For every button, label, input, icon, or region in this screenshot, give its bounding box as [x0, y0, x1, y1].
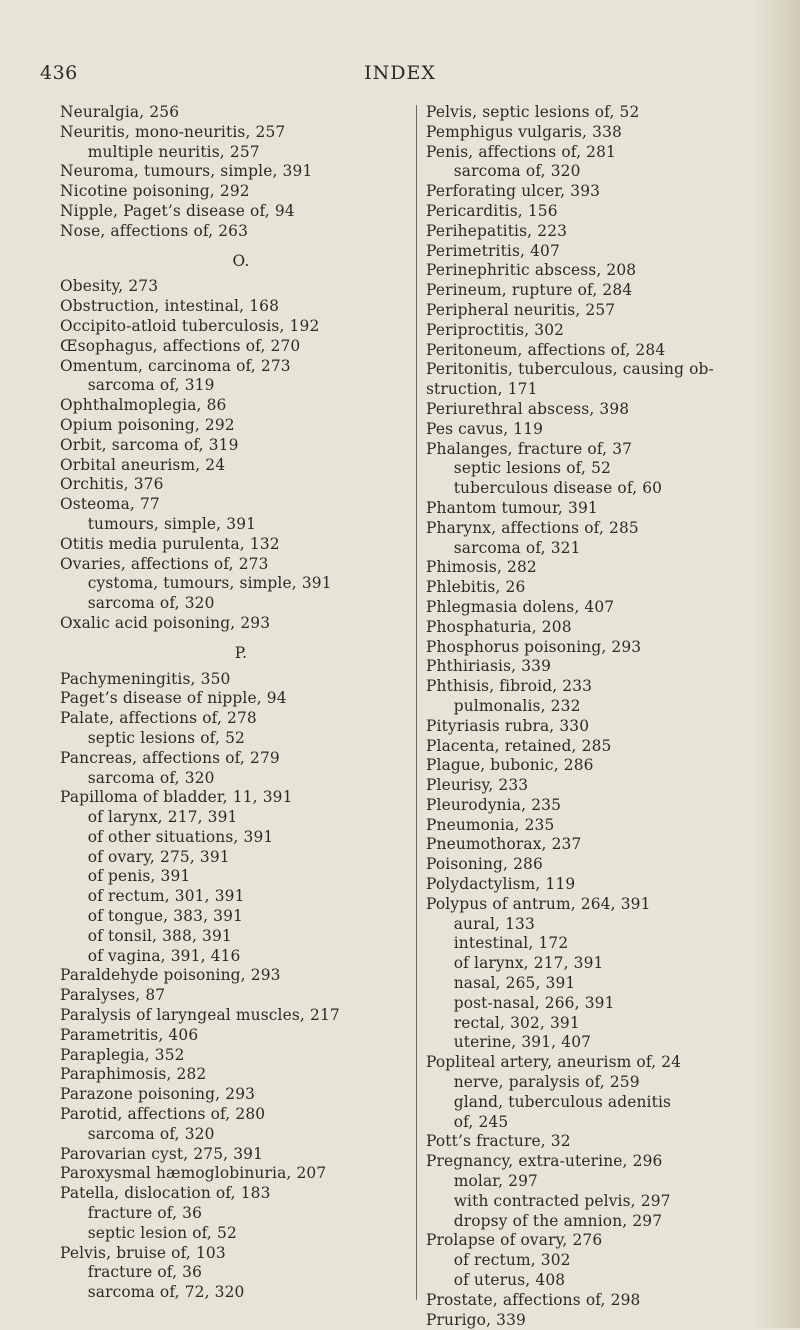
index-subentry: fracture of, 36	[87, 1204, 203, 1223]
index-entry: Orchitis, 376	[60, 475, 164, 494]
page-header	[0, 62, 800, 92]
index-entry: Paget’s disease of nipple, 94	[60, 689, 287, 708]
index-entry: Peripheral neuritis, 257	[426, 300, 616, 319]
index-entry: Phosphorus poisoning, 293	[426, 637, 642, 656]
index-entry: Paraldehyde poisoning, 293	[60, 966, 281, 985]
index-entry: Otitis media purulenta, 132	[60, 534, 280, 553]
index-entry: Pemphigus vulgaris, 338	[426, 122, 622, 141]
index-entry: Neuritis, mono-neuritis, 257	[60, 122, 286, 141]
index-subentry: molar, 297	[453, 1172, 539, 1191]
index-entry: Periproctitis, 302	[426, 320, 565, 339]
index-subentry: of rectum, 301, 391	[87, 887, 245, 906]
index-entry: Pelvis, bruise of, 103	[60, 1243, 226, 1262]
index-subentry: with contracted pelvis, 297	[453, 1191, 671, 1210]
index-entry: Neuroma, tumours, simple, 391	[60, 162, 313, 181]
index-entry: Phlegmasia dolens, 407	[426, 597, 615, 616]
index-entry: Obesity, 273	[60, 277, 159, 296]
index-subentry: of tonsil, 388, 391	[87, 926, 232, 945]
index-subentry: of rectum, 302	[453, 1251, 571, 1270]
index-subentry: tumours, simple, 391	[87, 514, 257, 533]
index-entry: Parovarian cyst, 275, 391	[60, 1144, 264, 1163]
index-entry: Nose, affections of, 263	[60, 221, 249, 240]
index-entry: Poisoning, 286	[426, 855, 543, 874]
index-entry: Perineum, rupture of, 284	[426, 281, 633, 300]
index-entry: Parazone poisoning, 293	[60, 1085, 256, 1104]
index-subentry: of larynx, 217, 391	[453, 954, 604, 973]
index-subentry: of, 245	[453, 1112, 509, 1131]
index-entry: Phthisis, fibroid, 233	[426, 677, 593, 696]
index-subentry: pulmonalis, 232	[453, 696, 581, 715]
index-subentry: of uterus, 408	[453, 1271, 566, 1290]
index-entry: Paralysis of laryngeal muscles, 217	[60, 1006, 340, 1025]
index-entry: Pneumothorax, 237	[426, 835, 582, 854]
index-subentry: tuberculous disease of, 60	[453, 479, 663, 498]
index-entry: Paroxysmal hæmoglobinuria, 207	[60, 1164, 327, 1183]
index-entry: Nicotine poisoning, 292	[60, 182, 250, 201]
index-subentry: sarcoma of, 320	[87, 768, 215, 787]
index-entry: Perinephritic abscess, 208	[426, 261, 637, 280]
index-entry: Placenta, retained, 285	[426, 736, 612, 755]
index-subentry: gland, tuberculous adenitis	[453, 1092, 672, 1111]
index-subentry: dropsy of the amnion, 297	[453, 1211, 663, 1230]
section-letter: O.	[232, 251, 250, 270]
index-entry: Polypus of antrum, 264, 391	[426, 894, 651, 913]
index-subentry: uterine, 391, 407	[453, 1033, 592, 1052]
index-subentry: post-nasal, 266, 391	[453, 993, 615, 1012]
index-entry: Omentum, carcinoma of, 273	[60, 356, 291, 375]
index-subentry: nerve, paralysis of, 259	[453, 1073, 640, 1092]
index-entry: Oxalic acid poisoning, 293	[60, 613, 271, 632]
index-subentry: sarcoma of, 72, 320	[87, 1283, 245, 1302]
index-entry: Nipple, Paget’s disease of, 94	[60, 201, 295, 220]
index-entry: Periurethral abscess, 398	[426, 399, 630, 418]
index-entry: Ophthalmoplegia, 86	[60, 396, 227, 415]
index-subentry: of larynx, 217, 391	[87, 808, 238, 827]
index-subentry: sarcoma of, 320	[453, 162, 581, 181]
index-subentry: nasal, 265, 391	[453, 974, 576, 993]
index-entry: Pancreas, affections of, 279	[60, 748, 280, 767]
index-entry: Œsophagus, affections of, 270	[60, 336, 301, 355]
index-subentry: of penis, 391	[87, 867, 191, 886]
index-entry: Polydactylism, 119	[426, 875, 576, 894]
index-subentry: septic lesions of, 52	[453, 459, 611, 478]
index-entry: Neuralgia, 256	[60, 103, 180, 121]
index-entry: Perimetritis, 407	[426, 241, 560, 260]
index-entry: Paraphimosis, 282	[60, 1065, 207, 1084]
index-subentry: aural, 133	[453, 914, 535, 933]
index-entry: Parotid, affections of, 280	[60, 1105, 266, 1124]
index-entry: Pleurisy, 233	[426, 776, 529, 795]
index-entry: Prolapse of ovary, 276	[426, 1231, 603, 1250]
index-entry: Orbital aneurism, 24	[60, 455, 226, 474]
index-entry: Plague, bubonic, 286	[426, 756, 594, 775]
index-subentry: rectal, 302, 391	[453, 1013, 580, 1032]
index-subentry: septic lesion of, 52	[87, 1223, 237, 1242]
index-entry: Perforating ulcer, 393	[426, 182, 601, 201]
index-subentry: of other situations, 391	[87, 827, 274, 846]
index-subentry: of tongue, 383, 391	[87, 907, 243, 926]
index-entry: Pott’s fracture, 32	[426, 1132, 571, 1151]
page-number: 436	[40, 62, 78, 84]
index-entry: Perihepatitis, 223	[426, 221, 568, 240]
index-subentry: sarcoma of, 321	[453, 538, 581, 557]
index-entry: Patella, dislocation of, 183	[60, 1184, 271, 1203]
index-entry: Pregnancy, extra-uterine, 296	[426, 1152, 663, 1171]
index-entry: Phthiriasis, 339	[426, 657, 552, 676]
index-column-right	[426, 103, 766, 1330]
index-entry: struction, 171	[426, 380, 538, 399]
index-entry: Papilloma of bladder, 11, 391	[60, 788, 293, 807]
index-entry: Prostate, affections of, 298	[426, 1290, 641, 1309]
index-entry: Osteoma, 77	[60, 495, 160, 514]
index-entry: Prurigo, 339	[426, 1310, 526, 1329]
index-subentry: multiple neuritis, 257	[87, 142, 260, 161]
index-entry: Penis, affections of, 281	[426, 142, 616, 161]
index-entry: Phlebitis, 26	[426, 578, 526, 597]
index-entry: Orbit, sarcoma of, 319	[60, 435, 239, 454]
index-entry: Ovaries, affections of, 273	[60, 554, 269, 573]
column-divider	[416, 105, 417, 1300]
index-subentry: intestinal, 172	[453, 934, 569, 953]
index-entry: Phimosis, 282	[426, 558, 537, 577]
index-subentry: fracture of, 36	[87, 1263, 203, 1282]
index-entry: Pharynx, affections of, 285	[426, 518, 639, 537]
index-entry: Pes cavus, 119	[426, 419, 544, 438]
index-entry: Pericarditis, 156	[426, 201, 558, 220]
index-entry: Pachymeningitis, 350	[60, 669, 231, 688]
index-entry: Phosphaturia, 208	[426, 617, 572, 636]
index-entry: Paraplegia, 352	[60, 1045, 185, 1064]
index-entry: Pleurodynia, 235	[426, 795, 562, 814]
running-title: INDEX	[364, 62, 436, 84]
index-entry: Phantom tumour, 391	[426, 498, 598, 517]
index-entry: Opium poisoning, 292	[60, 415, 235, 434]
index-entry: Peritoneum, affections of, 284	[426, 340, 666, 359]
index-entry: Occipito-atloid tuberculosis, 192	[60, 316, 320, 335]
index-entry: Obstruction, intestinal, 168	[60, 297, 280, 316]
index-entry: Pneumonia, 235	[426, 815, 555, 834]
index-entry: Parametritis, 406	[60, 1025, 199, 1044]
index-subentry: of vagina, 391, 416	[87, 946, 241, 965]
index-entry: Pelvis, septic lesions of, 52	[426, 103, 640, 121]
index-subentry: sarcoma of, 320	[87, 1124, 215, 1143]
index-entry: Peritonitis, tuberculous, causing ob-	[426, 360, 714, 379]
index-subentry: of ovary, 275, 391	[87, 847, 230, 866]
index-column-left	[60, 103, 422, 1303]
index-subentry: sarcoma of, 319	[87, 376, 215, 395]
index-entry: Popliteal artery, aneurism of, 24	[426, 1053, 682, 1072]
index-subentry: septic lesions of, 52	[87, 728, 245, 747]
section-letter: P.	[234, 643, 248, 662]
index-entry: Pityriasis rubra, 330	[426, 716, 590, 735]
index-entry: Phalanges, fracture of, 37	[426, 439, 633, 458]
index-subentry: cystoma, tumours, simple, 391	[87, 574, 332, 593]
index-subentry: sarcoma of, 320	[87, 594, 215, 613]
index-entry: Palate, affections of, 278	[60, 709, 257, 728]
index-entry: Paralyses, 87	[60, 986, 166, 1005]
